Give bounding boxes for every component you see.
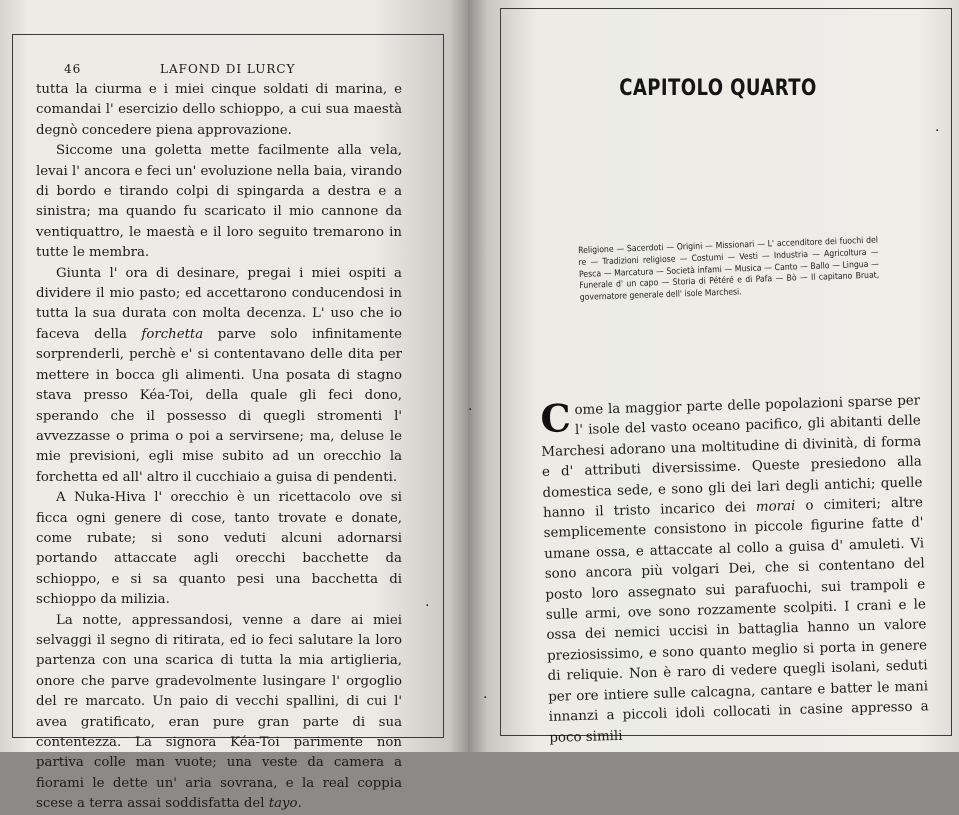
left-page-body xyxy=(36,80,402,815)
paragraph: Giunta l' ora di desinare, pregai i miei ospiti a dividere il mio pasto; ed accettarono conducendosi in tutta la sua durata con molta decenza. L' uso che io faceva della forchetta parve solo infinitamente sorprenderli, perchè e' si contentavano delle dita per mettere in bocca gli alimenti. Una posata di stagno stava presso Kéa-Toi, della quale gli feci dono, sperando che il possesso di quegli stromenti l' avvezzasse o prima o poi a servirsene; ma, deluse le mie previsioni, egli mise subito ad un orecchio la forchetta ed all' altro il cucchiaio a guisa di pendenti. xyxy=(36,265,402,485)
ink-dot: · xyxy=(483,690,488,706)
paragraph: A Nuka-Hiva l' orecchio è un ricettacolo ove si ficca ogni genere di cose, tanto trovate e donate, come rubate; si sono veduti alcuni adornarsi portando attaccate agli orecchi bacchette da schioppo, e si sa quanto pesi una bacchetta di schioppo da milizia. xyxy=(36,490,402,608)
paragraph: La notte, appressandosi, venne a dare ai miei selvaggi il segno di ritirata, ed io feci salutare la loro partenza con una scarica di tutta la mia artiglieria, onore che parve gradevolmente lusingare l' orgoglio del re marcato. Un paio di vecchi spallini, di cui l' avea gratificato, eran pure gran parte di sua contentezza. La signora Kéa-Toi parimente non partiva colle man vuote; una veste da camera a fiorami le dette un' aria sovrana, e la real coppia scese a terra assai soddisfatta del tayo. xyxy=(36,612,402,812)
right-page xyxy=(468,0,959,752)
ink-dot: · xyxy=(425,598,430,614)
text-run: ome la maggior parte delle popolazioni sparse per l' isole del vasto oceano pacifico, gli abitanti delle Marchesi adorano una moltitudine di divinità, di forma e d' attributi diversissime. Queste presiedono alla domestica sede, e sono gli dei lari degli antichi; quelle hanno il tristo incarico dei xyxy=(541,393,923,521)
paragraph: tutta la ciurma e i miei cinque soldati di marina, e comandai l' esercizio dello schioppo, a cui sua maestà degnò concedere piena approvazione. xyxy=(36,82,402,138)
left-page xyxy=(0,0,468,812)
page-number: 46 xyxy=(64,62,82,76)
ink-dot: · xyxy=(468,402,473,418)
italic-word: morai xyxy=(755,498,796,516)
chapter-title: CAPITOLO QUARTO xyxy=(619,76,817,101)
ink-dot: · xyxy=(935,123,940,139)
text-run: o cimiteri; altre semplicemente consistono in piccole figurine fatte d' umane ossa, e attaccate al collo a guisa d' amuleti. Vi sono ancora più volgari Dei, che si contentano del posto loro assegnato sui parafuochi, sui trampoli e sulle armi, ove sono rozzamente scolpiti. I crani e le ossa dei nemici uccisi in battaglia hanno un valore preziosissimo, e sono quanto meglio si porta in genere di reliquie. Non è raro di vedere quegli isolani, seduti per ore intiere sulle calcagna, cantare e batter le mani innanzi a piccoli idoli collocati in casine appresso a poco simili xyxy=(543,495,929,746)
running-head xyxy=(64,62,414,80)
paragraph xyxy=(540,391,930,748)
right-page-body xyxy=(540,391,930,748)
paragraph: Siccome una goletta mette facilmente alla vela, levai l' ancora e feci un' evoluzione nella baia, virando di bordo e tirando colpi di spingarda a destra e a sinistra; ma quando fu scaricato il mio cannone da ventiquattro, le maestà e il loro seguito tremarono in tutte le membra. xyxy=(36,143,402,261)
running-head-title: LAFOND DI LURCY xyxy=(160,62,296,76)
drop-cap: C xyxy=(539,395,572,441)
chapter-summary: Religione — Sacerdoti — Origini — Missionari — L' accenditore dei fuochi del re — Tradizioni religiose — Costumi — Vesti — Industria — Agricoltura — Pesca — Marcatura — Società infami — Musica — Canto — Ballo — Lingua — Funerale d' un capo — Storia di Pétéré e di Pafa — Bò — Il capitano Bruat, governatore generale dell' isole Marchesi. xyxy=(578,235,880,304)
